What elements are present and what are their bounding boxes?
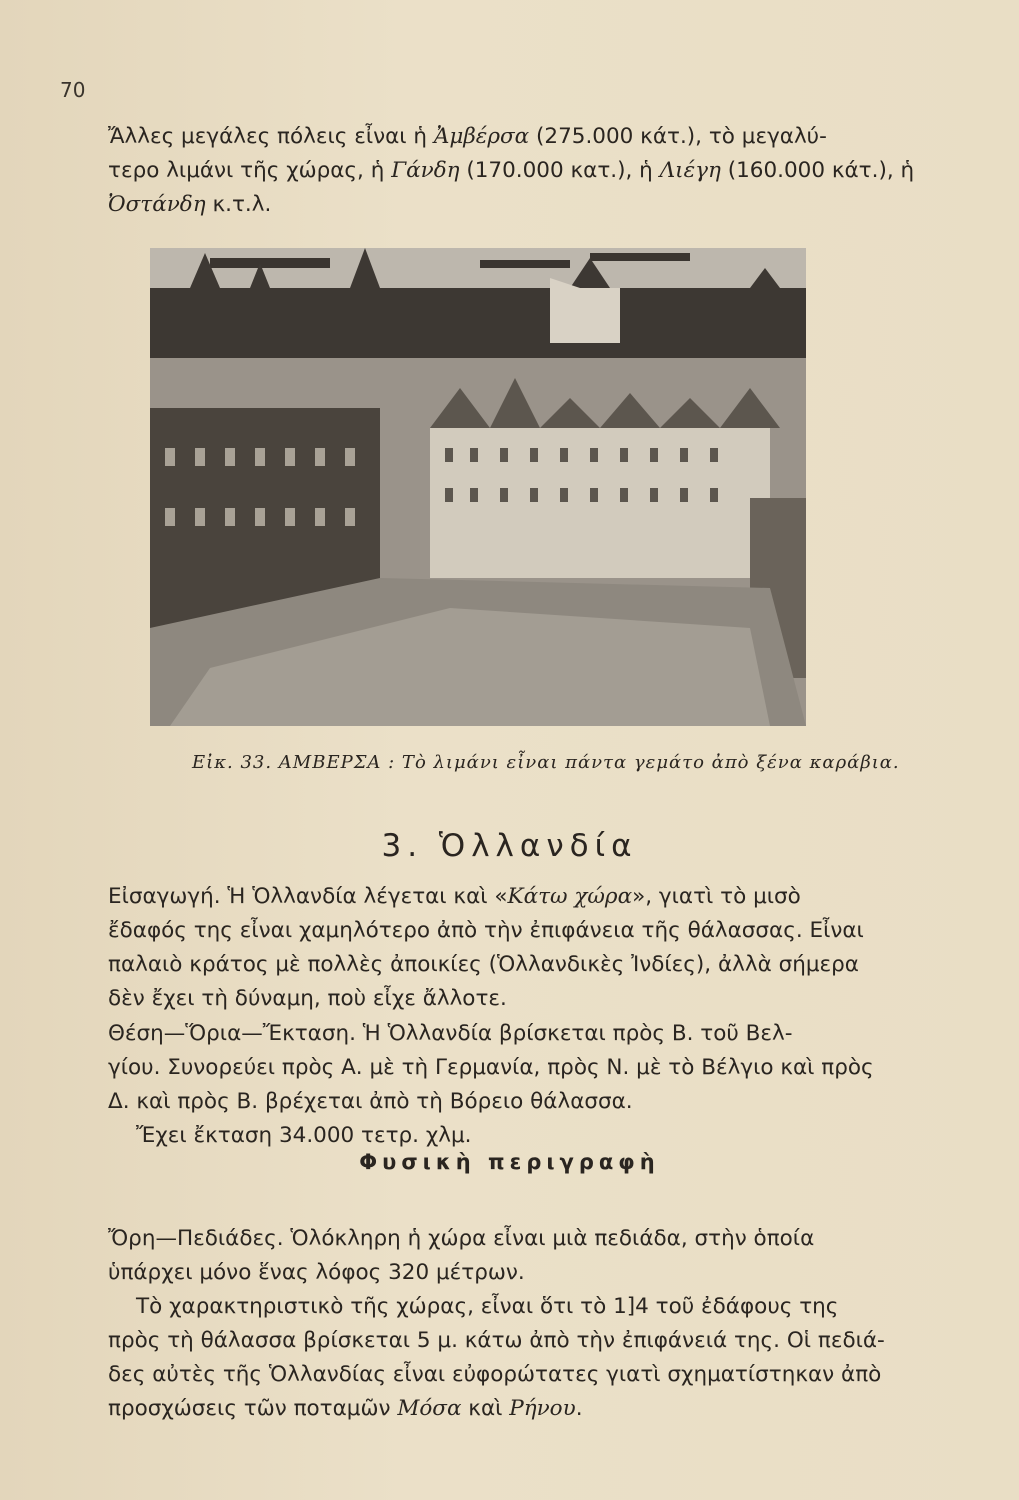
text-line: γίου. Συνορεύει πρὸς Α. μὲ τὴ Γερμανία, πρὸς Ν. μὲ τὸ Βέλγιο καὶ πρὸς (108, 1055, 874, 1080)
text-run: (160.000 κάτ.), ἡ (720, 158, 915, 183)
text-run: προσχώσεις τῶν ποταμῶν (108, 1396, 398, 1421)
text-line: Ἔχει ἔκταση 34.000 τετρ. χλμ. (136, 1123, 472, 1148)
text-line: Δ. καὶ πρὸς Β. βρέχεται ἀπὸ τὴ Βόρειο θάλασσα. (108, 1089, 633, 1114)
text-line: δες αὐτὲς τῆς Ὁλλανδίας εἶναι εὐφορώτατες γιατὶ σχηματίστηκαν ἀπὸ (108, 1362, 882, 1387)
plains-paragraph (108, 1222, 900, 1290)
characteristics-paragraph (108, 1290, 900, 1426)
river-name: Ρήνου (509, 1396, 576, 1421)
text-run: (170.000 κατ.), ἡ (459, 158, 660, 183)
text-run: Εἰσαγωγή. Ἡ Ὁλλανδία λέγεται καὶ « (108, 884, 508, 909)
text-run: . (575, 1396, 583, 1421)
city-name: Ἀμβέρσα (433, 124, 530, 149)
city-name: Λιέγη (659, 158, 721, 183)
text-line: Θέση—Ὅρια—Ἔκταση. Ἡ Ὁλλανδία βρίσκεται πρὸς Β. τοῦ Βελ- (108, 1021, 793, 1046)
text-run: (275.000 κάτ.), τὸ μεγαλύ- (529, 124, 827, 149)
text-line (108, 154, 915, 188)
text-run: Ἄλλες μεγάλες πόλεις εἶναι ἡ (108, 124, 434, 149)
text-line (108, 1392, 900, 1426)
italic-term: Κάτω χώρα (507, 884, 633, 909)
intro-paragraph (108, 120, 915, 222)
text-line (108, 188, 900, 222)
text-line: Ὄρη—Πεδιάδες. Ὁλόκληρη ἡ χώρα εἶναι μιὰ πεδιάδα, στὴν ὁποία (108, 1226, 815, 1251)
text-run: τερο λιμάνι τῆς χώρας, ἡ (108, 158, 392, 183)
text-run: », γιατὶ τὸ μισὸ (632, 884, 801, 909)
text-line: πρὸς τὴ θάλασσα βρίσκεται 5 μ. κάτω ἀπὸ τὴν ἐπιφάνειά της. Οἱ πεδιά- (108, 1328, 885, 1353)
text-line: δὲν ἔχει τὴ δύναμη, ποὺ εἶχε ἄλλοτε. (108, 986, 507, 1011)
antwerp-aerial-photo (150, 248, 806, 726)
section-title: 3. Ὁλλανδία (381, 828, 638, 864)
page-number: 70 (60, 78, 86, 102)
text-line: παλαιὸ κράτος μὲ πολλὲς ἀποικίες (Ὁλλανδικὲς Ἰνδίες), ἀλλὰ σήμερα (108, 952, 859, 977)
text-line: ἔδαφός της εἶναι χαμηλότερο ἀπὸ τὴν ἐπιφάνεια τῆς θάλασσας. Εἶναι (108, 918, 864, 943)
figure-caption: Εἰκ. 33. ΑΜΒΕΡΣΑ : Τὸ λιμάνι εἶναι πάντα γεμάτο ἀπὸ ξένα καράβια. (192, 752, 900, 773)
text-run: κ.τ.λ. (205, 192, 272, 217)
subsection-title: Φυσικὴ περιγραφὴ (359, 1150, 660, 1174)
text-line (108, 120, 900, 154)
text-line: ὑπάρχει μόνο ἕνας λόφος 320 μέτρων. (108, 1260, 525, 1285)
position-paragraph (108, 1017, 900, 1153)
city-name: Ὀστάνδη (108, 192, 206, 217)
photo-illustration (150, 248, 806, 726)
city-name: Γάνδη (391, 158, 460, 183)
river-name: Μόσα (397, 1396, 462, 1421)
introduction-paragraph (108, 880, 900, 1016)
text-run: καὶ (461, 1396, 510, 1421)
text-line: Τὸ χαρακτηριστικὸ τῆς χώρας, εἶναι ὅτι τὸ 1]4 τοῦ ἐδάφους της (136, 1294, 839, 1319)
text-line (108, 880, 900, 914)
